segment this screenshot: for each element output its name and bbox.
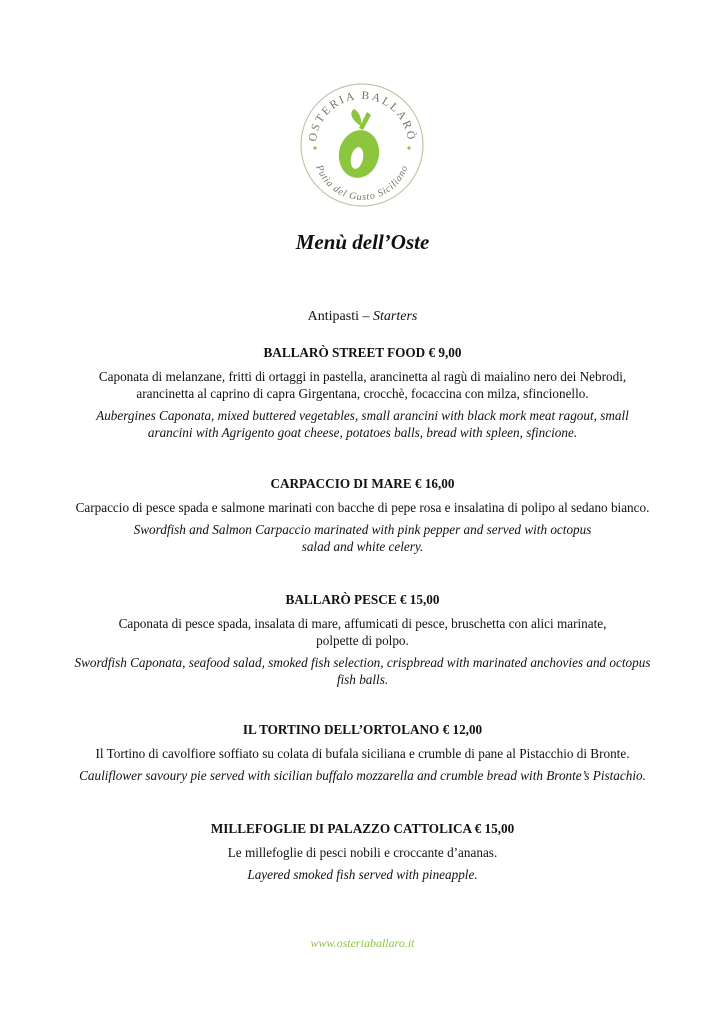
- dish-description-it: [0, 368, 725, 402]
- description-line: Caponata di pesce spada, insalata di mare, affumicati di pesce, bruschetta con alici marinate,: [118, 616, 607, 631]
- description-line: Caponata di melanzane, fritti di ortaggi in pastella, arancinetta al ragù di maialino nero dei Nebrodi,: [98, 369, 627, 384]
- olive-o-icon: [334, 109, 383, 182]
- description-line: Layered smoked fish served with pineapple.: [247, 867, 478, 882]
- description-line: Il Tortino di cavolfiore soffiato su colata di bufala siciliana e crumble di pane al Pistacchio di Bronte.: [95, 746, 630, 761]
- description-line: Cauliflower savoury pie served with sicilian buffalo mozzarella and crumble bread with Bronte’s Pistachio.: [79, 768, 646, 783]
- description-line: arancinetta al caprino di capra Girgentana, crocchè, focaccina con milza, sfincionello.: [136, 386, 589, 401]
- dish-description-en: [0, 654, 725, 688]
- dish-description-en: [0, 767, 725, 784]
- section-label-it: Antipasti –: [307, 309, 373, 324]
- dish-name: BALLARÒ PESCE € 15,00: [285, 592, 440, 607]
- dish-description-en: [0, 521, 725, 555]
- dish-ballaro-street-food: [0, 344, 725, 441]
- dish-name: MILLEFOGLIE DI PALAZZO CATTOLICA € 15,00: [210, 821, 515, 836]
- description-line: salad and white celery.: [301, 539, 424, 554]
- dish-description-en: [0, 866, 725, 883]
- description-line: Carpaccio di pesce spada e salmone marinati con bacche di pepe rosa e insalatina di polipo al sedano bianco.: [75, 500, 650, 515]
- website-link[interactable]: www.osteriaballaro.it: [310, 936, 415, 950]
- dish-name: IL TORTINO DELL’ORTOLANO € 12,00: [242, 722, 483, 737]
- logo-dot-right: [407, 146, 410, 149]
- description-line: Le millefoglie di pesci nobili e croccante d’ananas.: [227, 845, 498, 860]
- dish-description-it: [0, 499, 725, 516]
- dish-ballaro-pesce: [0, 591, 725, 688]
- section-label: [0, 309, 725, 325]
- dish-description-it: [0, 844, 725, 861]
- description-line: Swordfish Caponata, seafood salad, smoked fish selection, crispbread with marinated anchovies and octopus: [74, 655, 651, 670]
- dish-name: CARPACCIO DI MARE € 16,00: [270, 476, 455, 491]
- logo-dot-left: [313, 146, 316, 149]
- logo-bottom-text: Putìa del Gusto Siciliano: [313, 163, 411, 204]
- dish-description-it: [0, 745, 725, 762]
- dish-description-en: [0, 407, 725, 441]
- dish-name: BALLARÒ STREET FOOD € 9,00: [263, 345, 462, 360]
- logo-top-text: OSTERIA BALLARÒ: [306, 89, 418, 143]
- osteria-ballaro-logo: [299, 82, 425, 208]
- description-line: Aubergines Caponata, mixed buttered vegetables, small arancini with black mork meat ragout, small: [96, 408, 629, 423]
- dish-tortino-dell-ortolano: [0, 721, 725, 784]
- description-line: Swordfish and Salmon Carpaccio marinated with pink pepper and served with octopus: [133, 522, 592, 537]
- dish-description-it: [0, 615, 725, 649]
- section-label-en: Starters: [373, 309, 418, 324]
- description-line: fish balls.: [336, 672, 389, 687]
- description-line: polpette di polpo.: [316, 633, 409, 648]
- menu-title: Menù dell’Oste: [295, 230, 430, 254]
- dish-carpaccio-di-mare: [0, 475, 725, 555]
- dish-millefoglie-di-palazzo-cattolica: [0, 820, 725, 883]
- description-line: arancini with Agrigento goat cheese, potatoes balls, bread with spleen, sfincione.: [147, 425, 578, 440]
